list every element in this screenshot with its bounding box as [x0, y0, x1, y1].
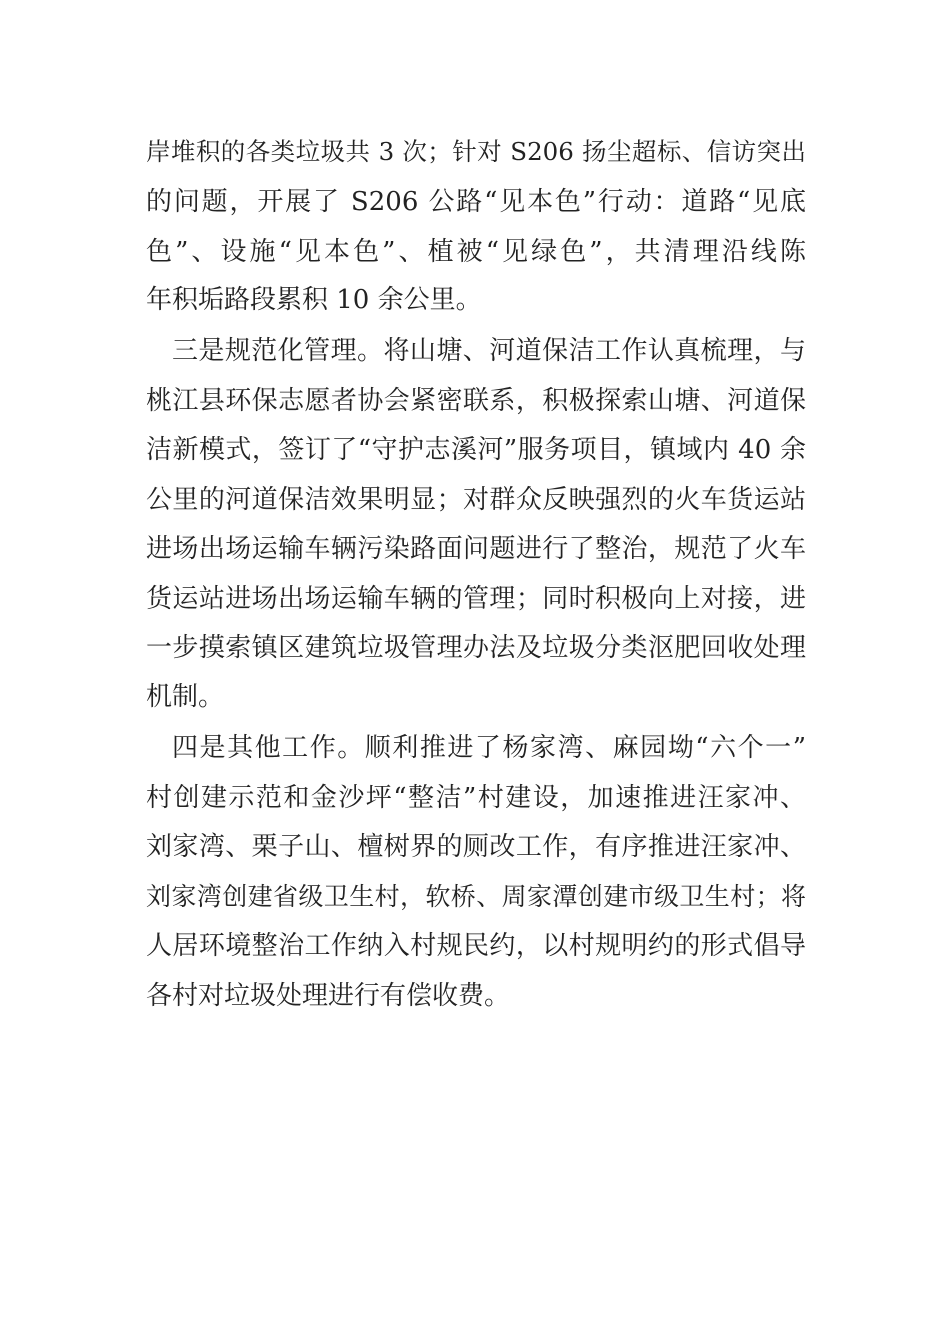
text-line: 的问题，开展了 S206 公路“见本色”行动：道路“见底 [146, 187, 806, 217]
text-line: 刘家湾创建省级卫生村，软桥、周家潭创建市级卫生村；将 [146, 882, 806, 911]
text-line: 岸堆积的各类垃圾共 3 次；针对 S206 扬尘超标、信访突出 [146, 137, 806, 166]
text-line: 刘家湾、栗子山、檀树界的厕改工作，有序推进汪家冲、 [146, 832, 806, 862]
text-line: 公里的河道保洁效果明显；对群众反映强烈的火车货运站 [146, 485, 806, 515]
text-line: 洁新模式，签订了“守护志溪河”服务项目，镇域内 40 余 [146, 435, 806, 465]
text-line: 三是规范化管理。将山塘、河道保洁工作认真梳理，与 [172, 336, 806, 366]
text-line: 色”、设施“见本色”、植被“见绿色”，共清理沿线陈 [146, 237, 806, 267]
text-line: 货运站进场出场运输车辆的管理；同时积极向上对接，进 [146, 584, 806, 614]
text-line: 桃江县环保志愿者协会紧密联系，积极探索山塘、河道保 [146, 386, 806, 416]
text-line: 村创建示范和金沙坪“整洁”村建设，加速推进汪家冲、 [146, 783, 806, 813]
text-line: 进场出场运输车辆污染路面问题进行了整治，规范了火车 [146, 534, 806, 564]
text-line: 机制。 [146, 682, 225, 712]
text-line: 年积垢路段累积 10 余公里。 [146, 285, 482, 315]
text-line: 人居环境整治工作纳入村规民约，以村规明约的形式倡导 [146, 931, 806, 961]
text-line: 各村对垃圾处理进行有偿收费。 [146, 981, 511, 1011]
text-line: 四是其他工作。顺利推进了杨家湾、麻园坳“六个一” [172, 733, 806, 763]
text-line: 一步摸索镇区建筑垃圾管理办法及垃圾分类沤肥回收处理 [146, 633, 806, 663]
